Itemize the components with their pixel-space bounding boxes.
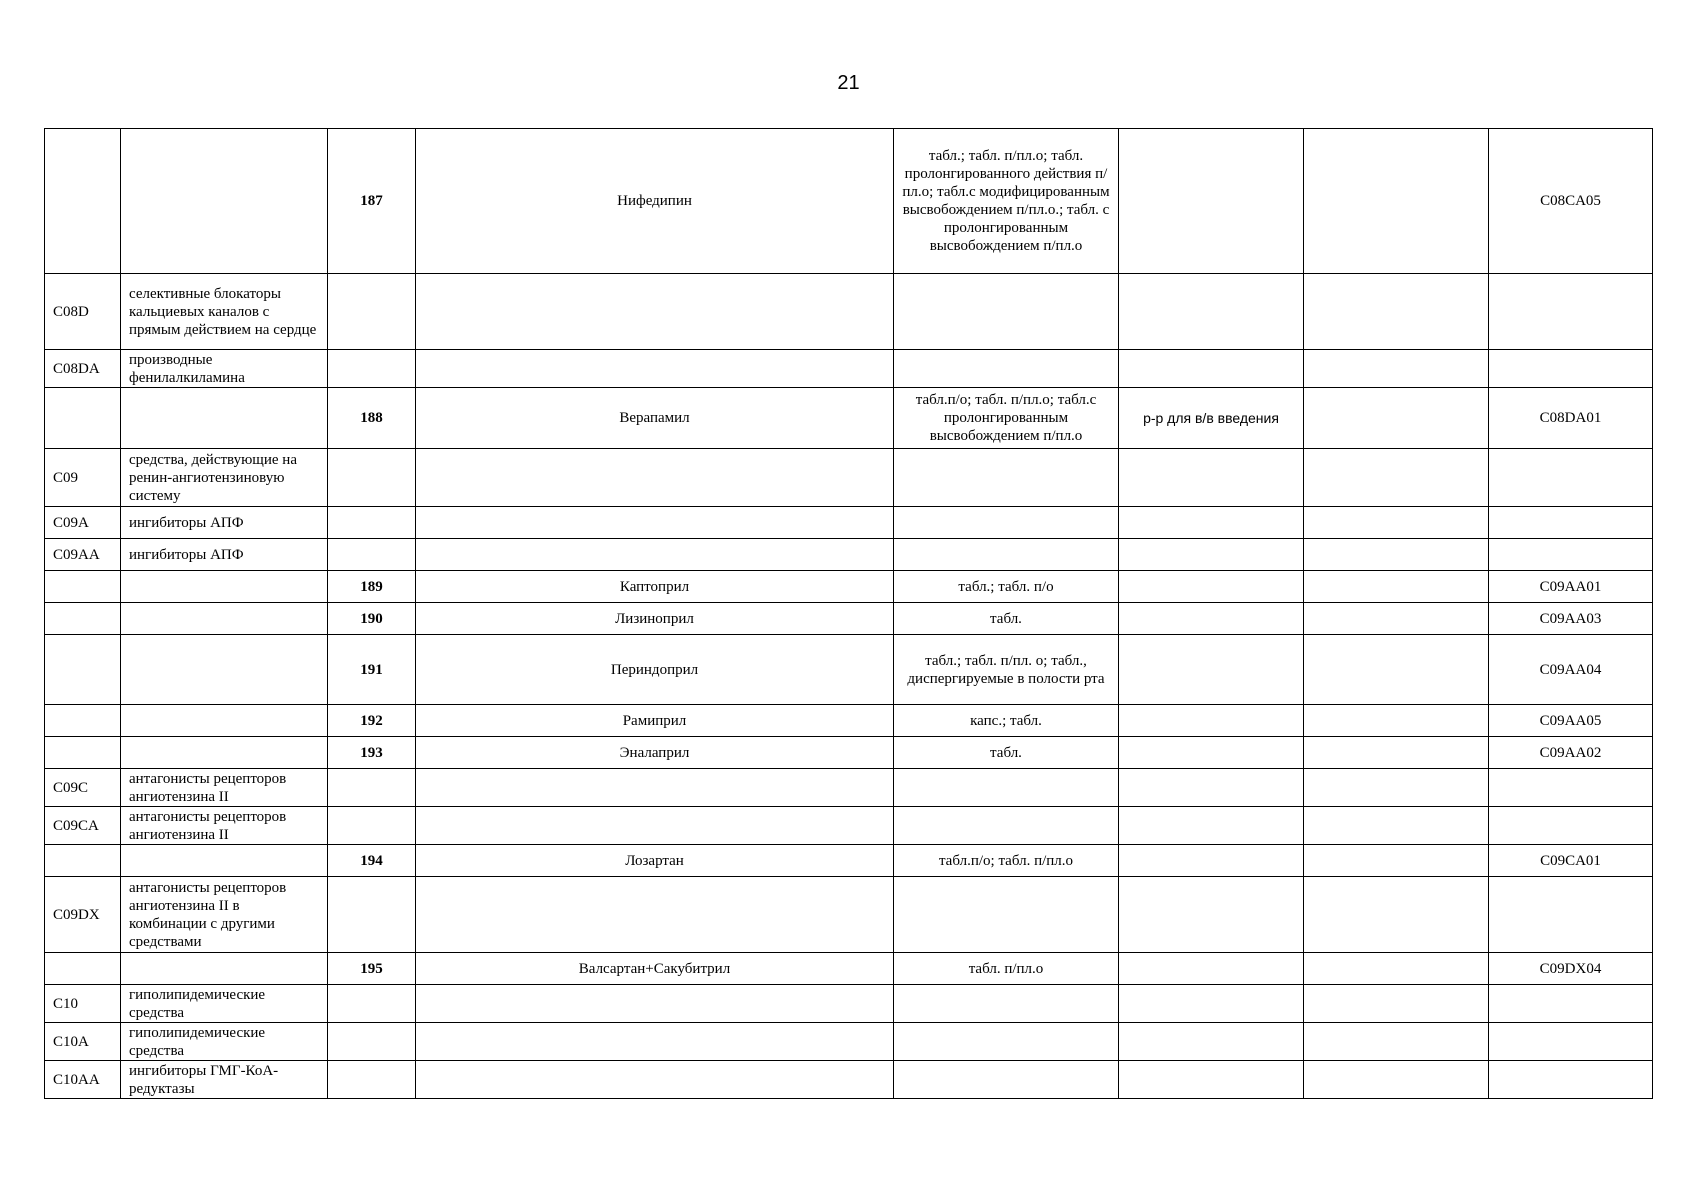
cell-drug-name: Рамиприл	[416, 705, 894, 737]
cell-group-name	[121, 845, 328, 877]
cell-group-name: антагонисты рецепторов ангиотензина II	[121, 807, 328, 845]
cell-number	[328, 1061, 416, 1099]
cell-atc-code	[1489, 350, 1653, 388]
cell-extra	[1304, 507, 1489, 539]
cell-group-name: средства, действующие на ренин-ангиотензиновую систему	[121, 449, 328, 507]
cell-number: 187	[328, 129, 416, 274]
cell-code: C10A	[45, 1023, 121, 1061]
cell-group-name	[121, 737, 328, 769]
table-row	[45, 350, 1653, 388]
cell-drug-name: Лизиноприл	[416, 603, 894, 635]
cell-dosage-form-extra	[1119, 985, 1304, 1023]
table-row	[45, 129, 1653, 274]
cell-code	[45, 388, 121, 449]
cell-dosage-form-extra	[1119, 1023, 1304, 1061]
cell-dosage-form-extra	[1119, 350, 1304, 388]
cell-dosage-form: табл.; табл. п/пл.о; табл. пролонгированного действия п/пл.о; табл.с модифицированным высвобождением п/пл.о.; табл. с пролонгированным высвобождением п/пл.о	[894, 129, 1119, 274]
cell-dosage-form-extra: р-р для в/в введения	[1119, 388, 1304, 449]
cell-drug-name	[416, 769, 894, 807]
cell-group-name	[121, 705, 328, 737]
table-row	[45, 388, 1653, 449]
cell-drug-name	[416, 877, 894, 953]
cell-drug-name: Эналаприл	[416, 737, 894, 769]
cell-atc-code	[1489, 807, 1653, 845]
table-row	[45, 705, 1653, 737]
cell-number: 189	[328, 571, 416, 603]
cell-dosage-form	[894, 807, 1119, 845]
cell-code	[45, 845, 121, 877]
cell-atc-code: C08CA05	[1489, 129, 1653, 274]
cell-group-name	[121, 635, 328, 705]
cell-drug-name	[416, 539, 894, 571]
cell-extra	[1304, 388, 1489, 449]
cell-extra	[1304, 449, 1489, 507]
cell-dosage-form-extra	[1119, 953, 1304, 985]
cell-extra	[1304, 129, 1489, 274]
cell-dosage-form	[894, 769, 1119, 807]
cell-number	[328, 539, 416, 571]
cell-code	[45, 129, 121, 274]
cell-dosage-form-extra	[1119, 635, 1304, 705]
cell-code: C08DA	[45, 350, 121, 388]
cell-group-name: ингибиторы АПФ	[121, 539, 328, 571]
cell-dosage-form-extra	[1119, 603, 1304, 635]
cell-code: C09CA	[45, 807, 121, 845]
cell-dosage-form: табл.	[894, 603, 1119, 635]
page-number: 21	[837, 72, 860, 94]
cell-dosage-form	[894, 350, 1119, 388]
cell-code	[45, 705, 121, 737]
cell-drug-name: Каптоприл	[416, 571, 894, 603]
cell-atc-code	[1489, 1061, 1653, 1099]
cell-extra	[1304, 705, 1489, 737]
cell-dosage-form-extra	[1119, 507, 1304, 539]
cell-drug-name: Лозартан	[416, 845, 894, 877]
cell-number: 192	[328, 705, 416, 737]
cell-atc-code	[1489, 769, 1653, 807]
cell-dosage-form: табл.	[894, 737, 1119, 769]
cell-dosage-form-extra	[1119, 274, 1304, 350]
cell-number: 193	[328, 737, 416, 769]
cell-dosage-form-extra	[1119, 571, 1304, 603]
cell-extra	[1304, 769, 1489, 807]
cell-extra	[1304, 1061, 1489, 1099]
cell-atc-code	[1489, 274, 1653, 350]
cell-dosage-form-extra	[1119, 539, 1304, 571]
cell-extra	[1304, 350, 1489, 388]
cell-group-name: антагонисты рецепторов ангиотензина II	[121, 769, 328, 807]
cell-drug-name	[416, 1023, 894, 1061]
cell-extra	[1304, 571, 1489, 603]
cell-atc-code: C09AA01	[1489, 571, 1653, 603]
cell-atc-code	[1489, 877, 1653, 953]
cell-dosage-form	[894, 274, 1119, 350]
cell-atc-code	[1489, 539, 1653, 571]
cell-group-name	[121, 129, 328, 274]
cell-atc-code: C09AA03	[1489, 603, 1653, 635]
cell-extra	[1304, 274, 1489, 350]
cell-number	[328, 274, 416, 350]
table-row	[45, 807, 1653, 845]
cell-number: 188	[328, 388, 416, 449]
cell-dosage-form-extra	[1119, 705, 1304, 737]
cell-group-name	[121, 603, 328, 635]
cell-extra	[1304, 807, 1489, 845]
cell-dosage-form: табл.; табл. п/пл. о; табл., диспергируемые в полости рта	[894, 635, 1119, 705]
cell-atc-code	[1489, 449, 1653, 507]
cell-code	[45, 603, 121, 635]
cell-number	[328, 1023, 416, 1061]
cell-dosage-form-extra	[1119, 769, 1304, 807]
cell-atc-code: C09CA01	[1489, 845, 1653, 877]
cell-drug-name: Нифедипин	[416, 129, 894, 274]
cell-atc-code: C09AA02	[1489, 737, 1653, 769]
table-row	[45, 1061, 1653, 1099]
table-row	[45, 274, 1653, 350]
cell-number: 194	[328, 845, 416, 877]
table-row	[45, 1023, 1653, 1061]
cell-extra	[1304, 737, 1489, 769]
cell-number	[328, 877, 416, 953]
cell-drug-name: Периндоприл	[416, 635, 894, 705]
table-row	[45, 737, 1653, 769]
cell-code: C09	[45, 449, 121, 507]
cell-group-name: ингибиторы АПФ	[121, 507, 328, 539]
cell-group-name: производные фенилалкиламина	[121, 350, 328, 388]
cell-group-name	[121, 953, 328, 985]
table-row	[45, 603, 1653, 635]
cell-group-name: антагонисты рецепторов ангиотензина II в комбинации с другими средствами	[121, 877, 328, 953]
cell-dosage-form-extra	[1119, 877, 1304, 953]
cell-drug-name	[416, 985, 894, 1023]
cell-dosage-form: табл. п/пл.о	[894, 953, 1119, 985]
cell-drug-name	[416, 507, 894, 539]
cell-dosage-form	[894, 539, 1119, 571]
cell-atc-code: C08DA01	[1489, 388, 1653, 449]
cell-code: C09DX	[45, 877, 121, 953]
cell-code	[45, 635, 121, 705]
cell-drug-name	[416, 274, 894, 350]
table-row	[45, 449, 1653, 507]
cell-atc-code	[1489, 985, 1653, 1023]
cell-atc-code: C09AA05	[1489, 705, 1653, 737]
cell-number	[328, 449, 416, 507]
table-row	[45, 953, 1653, 985]
cell-code	[45, 737, 121, 769]
table-row	[45, 845, 1653, 877]
cell-atc-code: C09DX04	[1489, 953, 1653, 985]
cell-group-name	[121, 571, 328, 603]
cell-number: 191	[328, 635, 416, 705]
table-row	[45, 571, 1653, 603]
cell-dosage-form: табл.; табл. п/о	[894, 571, 1119, 603]
cell-code	[45, 953, 121, 985]
cell-number: 195	[328, 953, 416, 985]
cell-dosage-form	[894, 507, 1119, 539]
cell-drug-name	[416, 1061, 894, 1099]
cell-dosage-form-extra	[1119, 1061, 1304, 1099]
cell-dosage-form-extra	[1119, 845, 1304, 877]
cell-dosage-form	[894, 449, 1119, 507]
cell-code	[45, 571, 121, 603]
cell-dosage-form: табл.п/о; табл. п/пл.о	[894, 845, 1119, 877]
cell-group-name: селективные блокаторы кальциевых каналов с прямым действием на сердце	[121, 274, 328, 350]
cell-code: C09AA	[45, 539, 121, 571]
cell-atc-code: C09AA04	[1489, 635, 1653, 705]
cell-code: C08D	[45, 274, 121, 350]
cell-drug-name: Верапамил	[416, 388, 894, 449]
cell-extra	[1304, 603, 1489, 635]
cell-number	[328, 807, 416, 845]
cell-group-name: ингибиторы ГМГ-КоА-редуктазы	[121, 1061, 328, 1099]
table-row	[45, 507, 1653, 539]
cell-code: C09A	[45, 507, 121, 539]
cell-dosage-form: табл.п/о; табл. п/пл.о; табл.с пролонгированным высвобождением п/пл.о	[894, 388, 1119, 449]
cell-extra	[1304, 1023, 1489, 1061]
drug-table	[44, 128, 1653, 1099]
cell-dosage-form-extra	[1119, 737, 1304, 769]
cell-number	[328, 985, 416, 1023]
cell-dosage-form	[894, 877, 1119, 953]
cell-number	[328, 350, 416, 388]
cell-extra	[1304, 985, 1489, 1023]
table-row	[45, 635, 1653, 705]
table-row	[45, 877, 1653, 953]
cell-extra	[1304, 539, 1489, 571]
cell-dosage-form-extra	[1119, 129, 1304, 274]
cell-code: C10	[45, 985, 121, 1023]
cell-drug-name	[416, 449, 894, 507]
cell-drug-name	[416, 807, 894, 845]
table-row	[45, 985, 1653, 1023]
cell-dosage-form: капс.; табл.	[894, 705, 1119, 737]
cell-group-name	[121, 388, 328, 449]
cell-dosage-form	[894, 985, 1119, 1023]
cell-atc-code	[1489, 1023, 1653, 1061]
cell-drug-name	[416, 350, 894, 388]
cell-extra	[1304, 845, 1489, 877]
table-row	[45, 769, 1653, 807]
cell-extra	[1304, 635, 1489, 705]
cell-code: C10AA	[45, 1061, 121, 1099]
cell-group-name: гиполипидемические средства	[121, 985, 328, 1023]
cell-dosage-form-extra	[1119, 807, 1304, 845]
cell-code: C09C	[45, 769, 121, 807]
cell-group-name: гиполипидемические средства	[121, 1023, 328, 1061]
cell-extra	[1304, 877, 1489, 953]
cell-dosage-form-extra	[1119, 449, 1304, 507]
cell-number	[328, 507, 416, 539]
cell-drug-name: Валсартан+Сакубитрил	[416, 953, 894, 985]
cell-number	[328, 769, 416, 807]
cell-atc-code	[1489, 507, 1653, 539]
cell-number: 190	[328, 603, 416, 635]
cell-dosage-form	[894, 1061, 1119, 1099]
cell-extra	[1304, 953, 1489, 985]
table-row	[45, 539, 1653, 571]
cell-dosage-form	[894, 1023, 1119, 1061]
table-body	[45, 129, 1653, 1099]
